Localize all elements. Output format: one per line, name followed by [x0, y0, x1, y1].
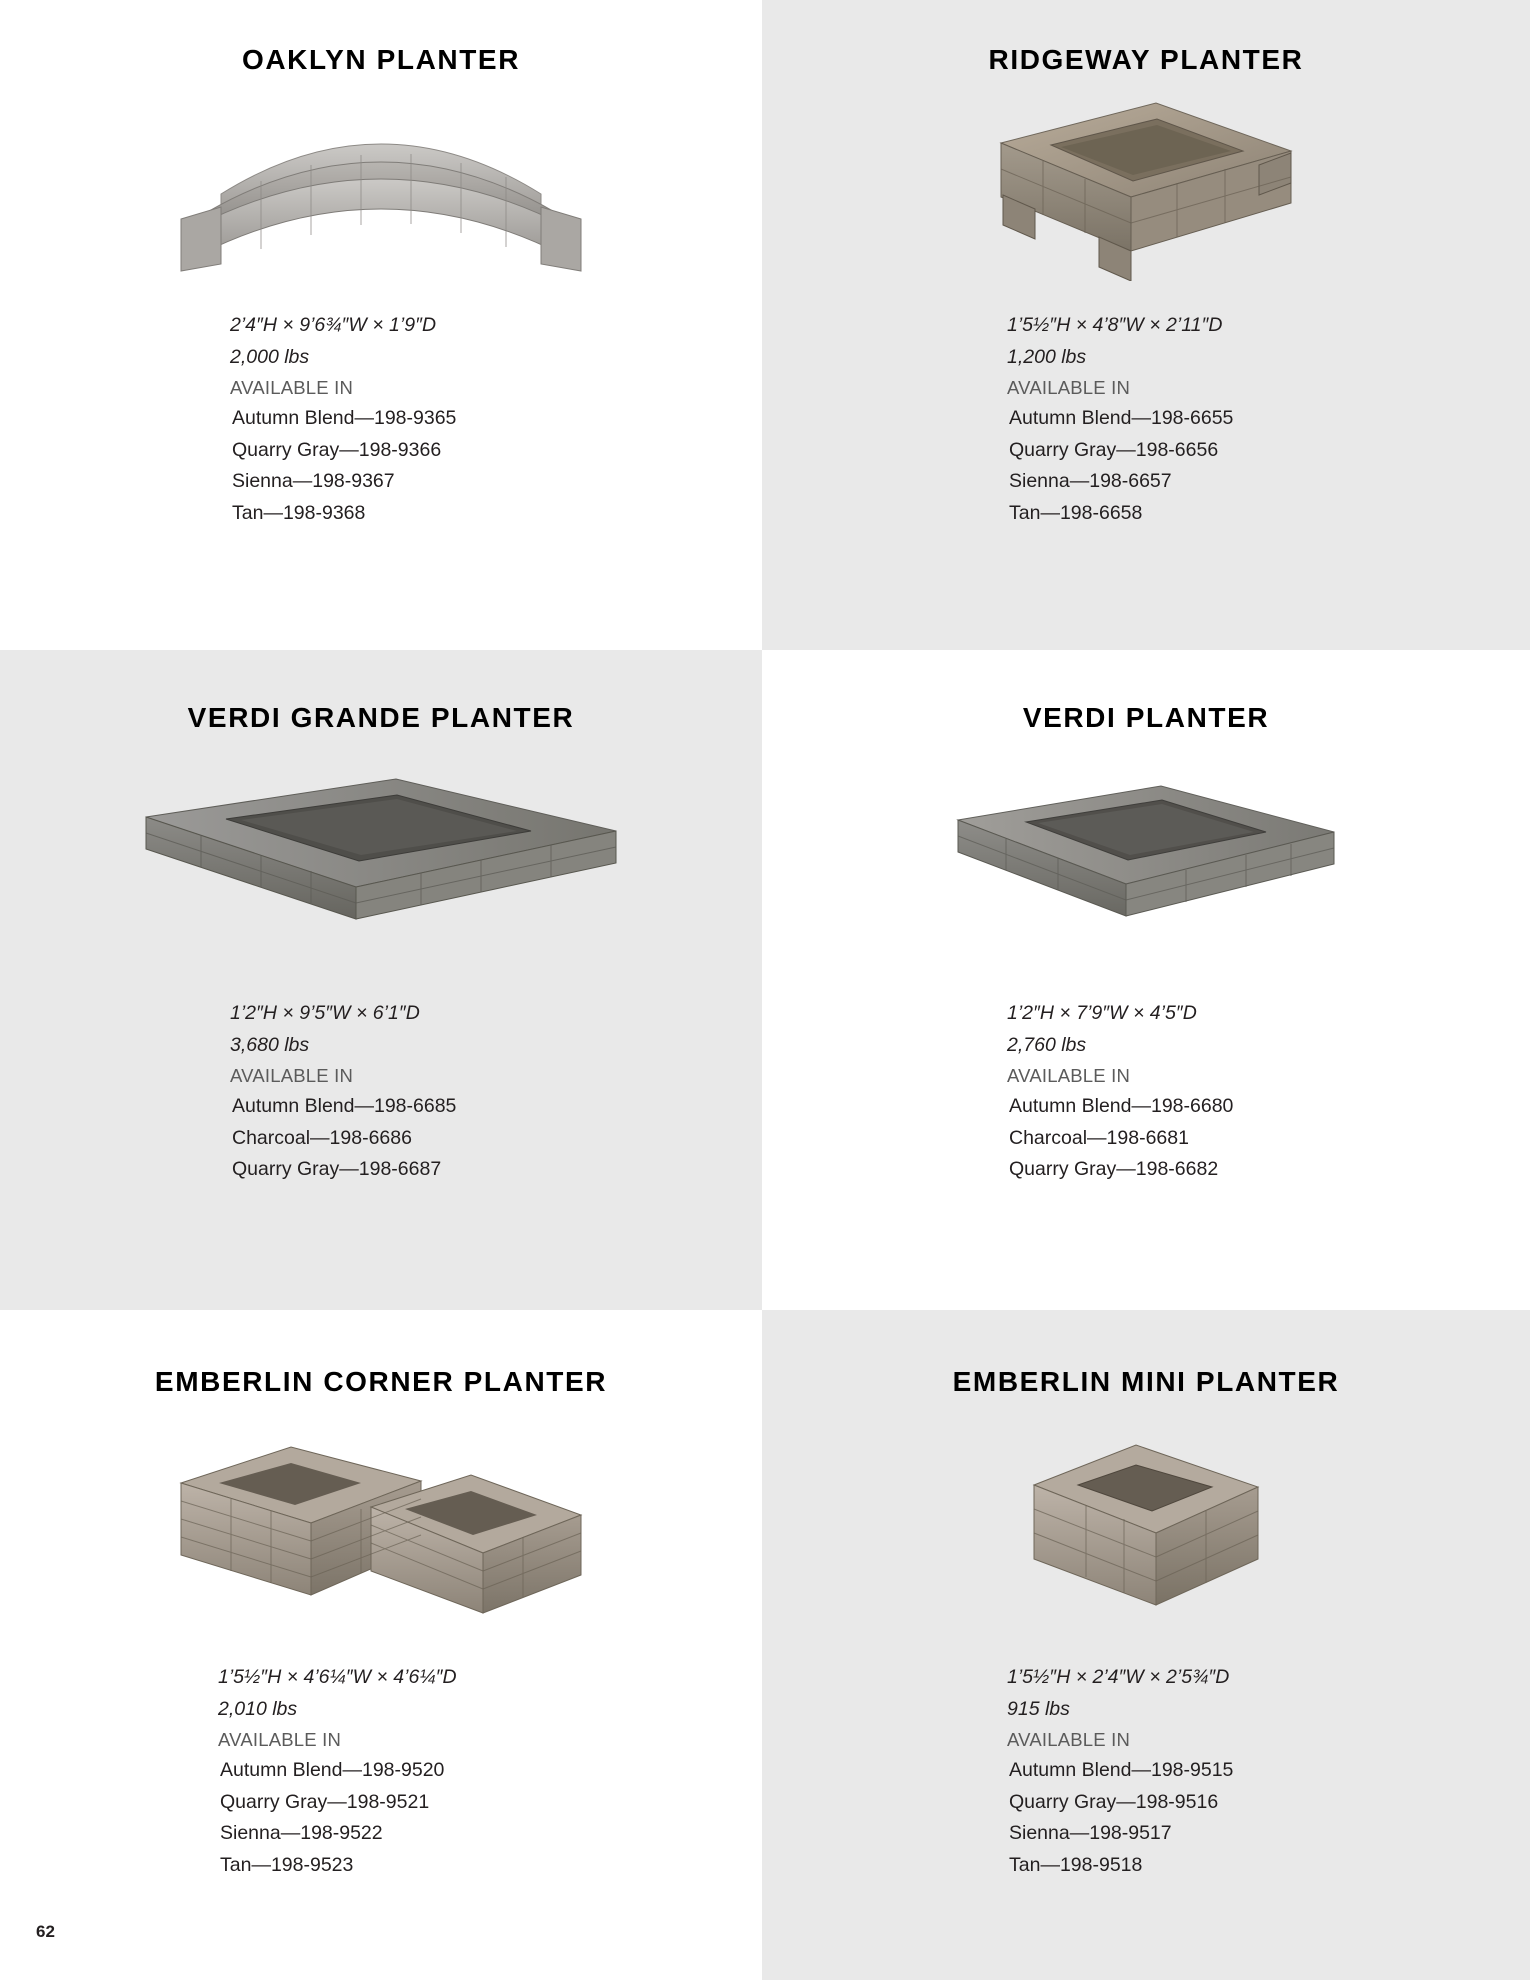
sku-item: Charcoal—198-6686 — [232, 1126, 412, 1149]
sku-item: Quarry Gray—198-6682 — [1009, 1158, 1219, 1181]
available-in-label: AVAILABLE IN — [230, 377, 354, 399]
product-cell-emberlin-corner — [0, 1310, 762, 1980]
emberlin-corner-planter-photo — [0, 1408, 762, 1638]
product-specs — [1007, 310, 1530, 529]
emberlin-mini-planter-photo — [762, 1408, 1530, 1638]
sku-item: Quarry Gray—198-9516 — [1009, 1790, 1219, 1813]
available-in-label: AVAILABLE IN — [1007, 1729, 1131, 1751]
product-specs — [230, 310, 762, 529]
available-in-label: AVAILABLE IN — [218, 1729, 342, 1751]
verdi-planter-photo — [762, 744, 1530, 974]
sku-item: Quarry Gray—198-9521 — [220, 1790, 430, 1813]
page-number: 62 — [36, 1922, 55, 1941]
available-in-label: AVAILABLE IN — [1007, 377, 1131, 399]
product-title: RIDGEWAY PLANTER — [988, 44, 1304, 75]
sku-item: Autumn Blend—198-6685 — [232, 1095, 457, 1118]
product-dimensions: 2’4″H × 9’6¾″W × 1’9″D — [230, 314, 437, 336]
product-title: VERDI PLANTER — [1022, 702, 1270, 733]
sku-list — [1009, 403, 1530, 529]
sku-item: Charcoal—198-6681 — [1009, 1126, 1189, 1149]
ridgeway-planter-photo — [762, 86, 1530, 286]
sku-item: Autumn Blend—198-9515 — [1009, 1759, 1234, 1782]
available-in-label: AVAILABLE IN — [1007, 1065, 1131, 1087]
sku-list — [232, 403, 762, 529]
product-weight: 3,680 lbs — [230, 1033, 310, 1056]
product-specs — [218, 1662, 762, 1881]
sku-list — [1009, 1755, 1530, 1881]
sku-list — [220, 1755, 762, 1881]
product-dimensions: 1’5½″H × 2’4″W × 2’5¾″D — [1007, 1666, 1230, 1688]
product-dimensions: 1’2″H × 9’5″W × 6’1″D — [230, 1002, 420, 1024]
verdi-planter-illustration — [946, 774, 1346, 944]
sku-item: Sienna—198-9367 — [232, 470, 395, 493]
product-dimensions: 1’5½″H × 4’6¼″W × 4’6¼″D — [218, 1666, 457, 1688]
emberlin-corner-planter-illustration — [171, 1423, 591, 1623]
product-weight: 2,760 lbs — [1007, 1033, 1087, 1056]
product-title: EMBERLIN MINI PLANTER — [952, 1366, 1340, 1397]
product-cell-ridgeway — [762, 0, 1530, 650]
sku-item: Autumn Blend—198-6680 — [1009, 1095, 1234, 1118]
oaklyn-planter-photo — [0, 86, 762, 286]
sku-item: Tan—198-9523 — [220, 1853, 354, 1876]
product-weight: 1,200 lbs — [1007, 345, 1087, 368]
sku-item: Sienna—198-9517 — [1009, 1822, 1172, 1845]
product-dimensions: 1’2″H × 7’9″W × 4’5″D — [1007, 1002, 1197, 1024]
sku-item: Quarry Gray—198-6687 — [232, 1158, 442, 1181]
sku-item: Autumn Blend—198-9520 — [220, 1759, 445, 1782]
verdi-grande-planter-photo — [0, 744, 762, 974]
sku-item: Quarry Gray—198-6656 — [1009, 438, 1219, 461]
product-cell-verdi — [762, 650, 1530, 1310]
product-weight: 2,000 lbs — [230, 345, 310, 368]
product-specs — [1007, 998, 1530, 1186]
ridgeway-planter-illustration — [981, 91, 1311, 281]
product-weight: 915 lbs — [1007, 1697, 1070, 1720]
available-in-label: AVAILABLE IN — [230, 1065, 354, 1087]
product-specs — [1007, 1662, 1530, 1881]
sku-list — [232, 1091, 762, 1186]
sku-list — [1009, 1091, 1530, 1186]
product-title: VERDI GRANDE PLANTER — [187, 702, 575, 733]
product-dimensions: 1’5½″H × 4’8″W × 2’11″D — [1007, 314, 1223, 336]
sku-item: Sienna—198-9522 — [220, 1822, 383, 1845]
sku-item: Quarry Gray—198-9366 — [232, 438, 442, 461]
product-weight: 2,010 lbs — [218, 1697, 298, 1720]
verdi-grande-planter-illustration — [131, 769, 631, 949]
product-cell-verdi-grande — [0, 650, 762, 1310]
oaklyn-planter-illustration — [161, 99, 601, 274]
product-cell-emberlin-mini — [762, 1310, 1530, 1980]
product-specs — [230, 998, 762, 1186]
emberlin-mini-planter-illustration — [1016, 1423, 1276, 1623]
product-title: OAKLYN PLANTER — [241, 44, 521, 75]
product-cell-oaklyn — [0, 0, 762, 650]
sku-item: Autumn Blend—198-9365 — [232, 407, 457, 430]
product-title: EMBERLIN CORNER PLANTER — [154, 1366, 608, 1397]
sku-item: Tan—198-6658 — [1009, 501, 1143, 524]
sku-item: Tan—198-9368 — [232, 501, 366, 524]
sku-item: Tan—198-9518 — [1009, 1853, 1143, 1876]
sku-item: Autumn Blend—198-6655 — [1009, 407, 1234, 430]
sku-item: Sienna—198-6657 — [1009, 470, 1172, 493]
